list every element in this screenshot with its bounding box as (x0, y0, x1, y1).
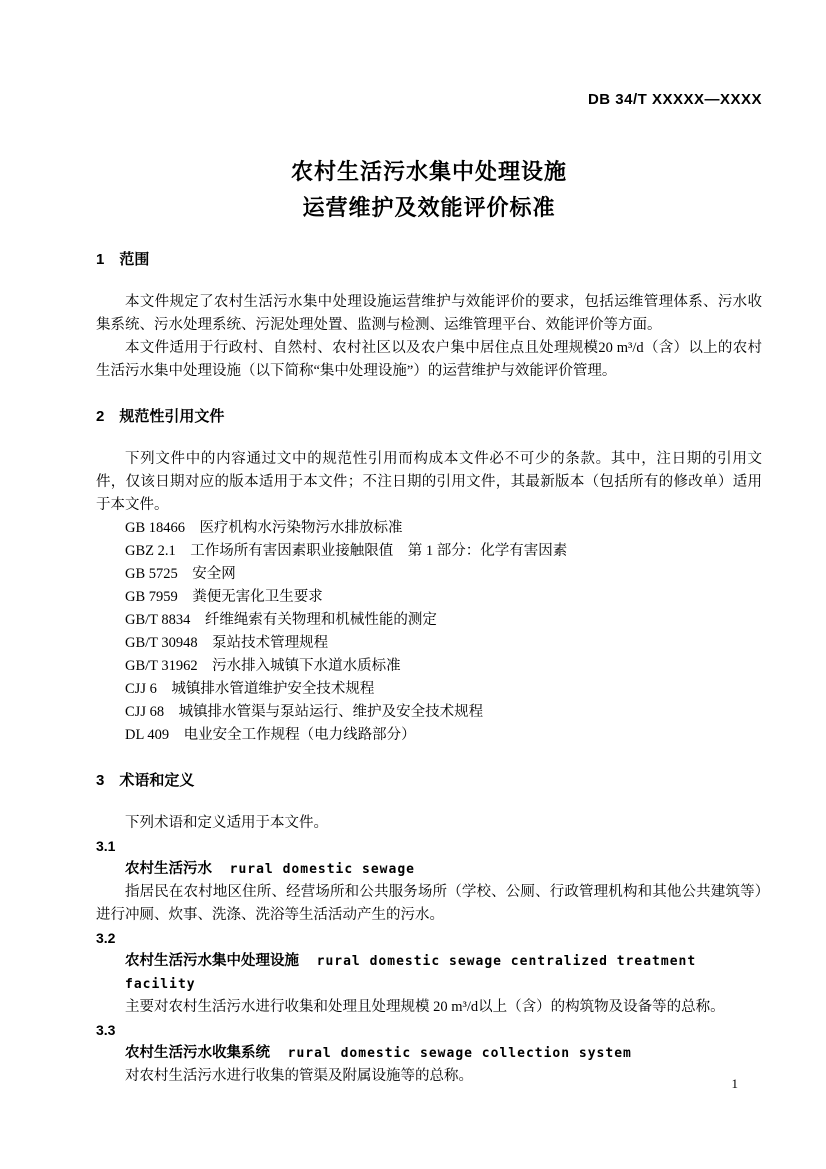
term-definition: 指居民在农村地区住所、经营场所和公共服务场所（学校、公厕、行政管理机构和其他公共建筑等）进行冲厕、炊事、洗涤、洗浴等生活活动产生的污水。 (96, 884, 762, 923)
term-title-line (96, 858, 762, 881)
title-line-2: 运营维护及效能评价标准 (302, 195, 556, 220)
term-title-line (96, 1042, 762, 1065)
section-references-heading: 2 规范性引用文件 (96, 408, 225, 425)
reference-item: GBZ 2.1 工作场所有害因素职业接触限值 第 1 部分：化学有害因素 (125, 543, 568, 559)
term-title-line (96, 950, 762, 996)
reference-item: GB 18466 医疗机构水污染物污水排放标准 (125, 520, 403, 536)
term-block (96, 1019, 762, 1088)
references-intro-paragraph: 下列文件中的内容通过文中的规范性引用而构成本文件必不可少的条款。其中，注日期的引用文件，仅该日期对应的版本适用于本文件；不注日期的引用文件，其最新版本（包括所有的修改单）适用于本文件。 (96, 451, 762, 513)
section-scope (96, 248, 762, 383)
terms-intro-paragraph: 下列术语和定义适用于本文件。 (125, 815, 328, 831)
reference-item: GB/T 31962 污水排入城镇下水道水质标准 (125, 658, 401, 674)
term-number: 3.2 (96, 930, 116, 946)
page-number: 1 (731, 1076, 738, 1091)
term-definition: 对农村生活污水进行收集的管渠及附属设施等的总称。 (125, 1068, 473, 1084)
term-name-english: rural domestic sewage collection system (287, 1046, 632, 1061)
section-terms-definitions (96, 769, 762, 1088)
section-terms-heading: 3 术语和定义 (96, 772, 195, 789)
reference-item: CJJ 68 城镇排水管渠与泵站运行、维护及安全技术规程 (125, 704, 484, 720)
scope-paragraph-2: 本文件适用于行政村、自然村、农村社区以及农户集中居住点且处理规模20 m³/d（含）以上的农村生活污水集中处理设施（以下简称“集中处理设施”）的运营维护与效能评价管理。 (96, 340, 762, 379)
scope-paragraph-1: 本文件规定了农村生活污水集中处理设施运营维护与效能评价的要求，包括运维管理体系、污水收集系统、污水处理系统、污泥处理处置、监测与检测、运维管理平台、效能评价等方面。 (96, 294, 762, 333)
reference-item: GB/T 30948 泵站技术管理规程 (125, 635, 329, 651)
term-name-chinese: 农村生活污水集中处理设施 (125, 953, 299, 969)
section-scope-heading: 1 范围 (96, 251, 150, 268)
term-definition: 主要对农村生活污水进行收集和处理且处理规模 20 m³/d以上（含）的构筑物及设备等的总称。 (125, 999, 725, 1015)
term-name-english: rural domestic sewage (229, 862, 415, 877)
term-name-english: rural domestic sewage centralized treatment facility (125, 954, 697, 992)
reference-item: GB/T 8834 纤维绳索有关物理和机械性能的测定 (125, 612, 437, 628)
document-header (96, 90, 762, 110)
document-title (96, 154, 762, 226)
term-number: 3.1 (96, 838, 116, 854)
reference-item: DL 409 电业安全工作规程（电力线路部分） (125, 727, 416, 743)
term-block (96, 835, 762, 927)
term-name-chinese: 农村生活污水收集系统 (125, 1045, 270, 1061)
document-footer (732, 1075, 739, 1093)
reference-list (96, 517, 762, 747)
section-normative-references (96, 405, 762, 747)
term-name-chinese: 农村生活污水 (125, 861, 212, 877)
title-line-1: 农村生活污水集中处理设施 (290, 159, 567, 184)
standard-number: DB 34/T XXXXX—XXXX (587, 91, 762, 108)
term-block (96, 927, 762, 1019)
reference-item: GB 7959 粪便无害化卫生要求 (125, 589, 323, 605)
reference-item: CJJ 6 城镇排水管道维护安全技术规程 (125, 681, 375, 697)
term-number: 3.3 (96, 1022, 116, 1038)
reference-item: GB 5725 安全网 (125, 566, 236, 582)
